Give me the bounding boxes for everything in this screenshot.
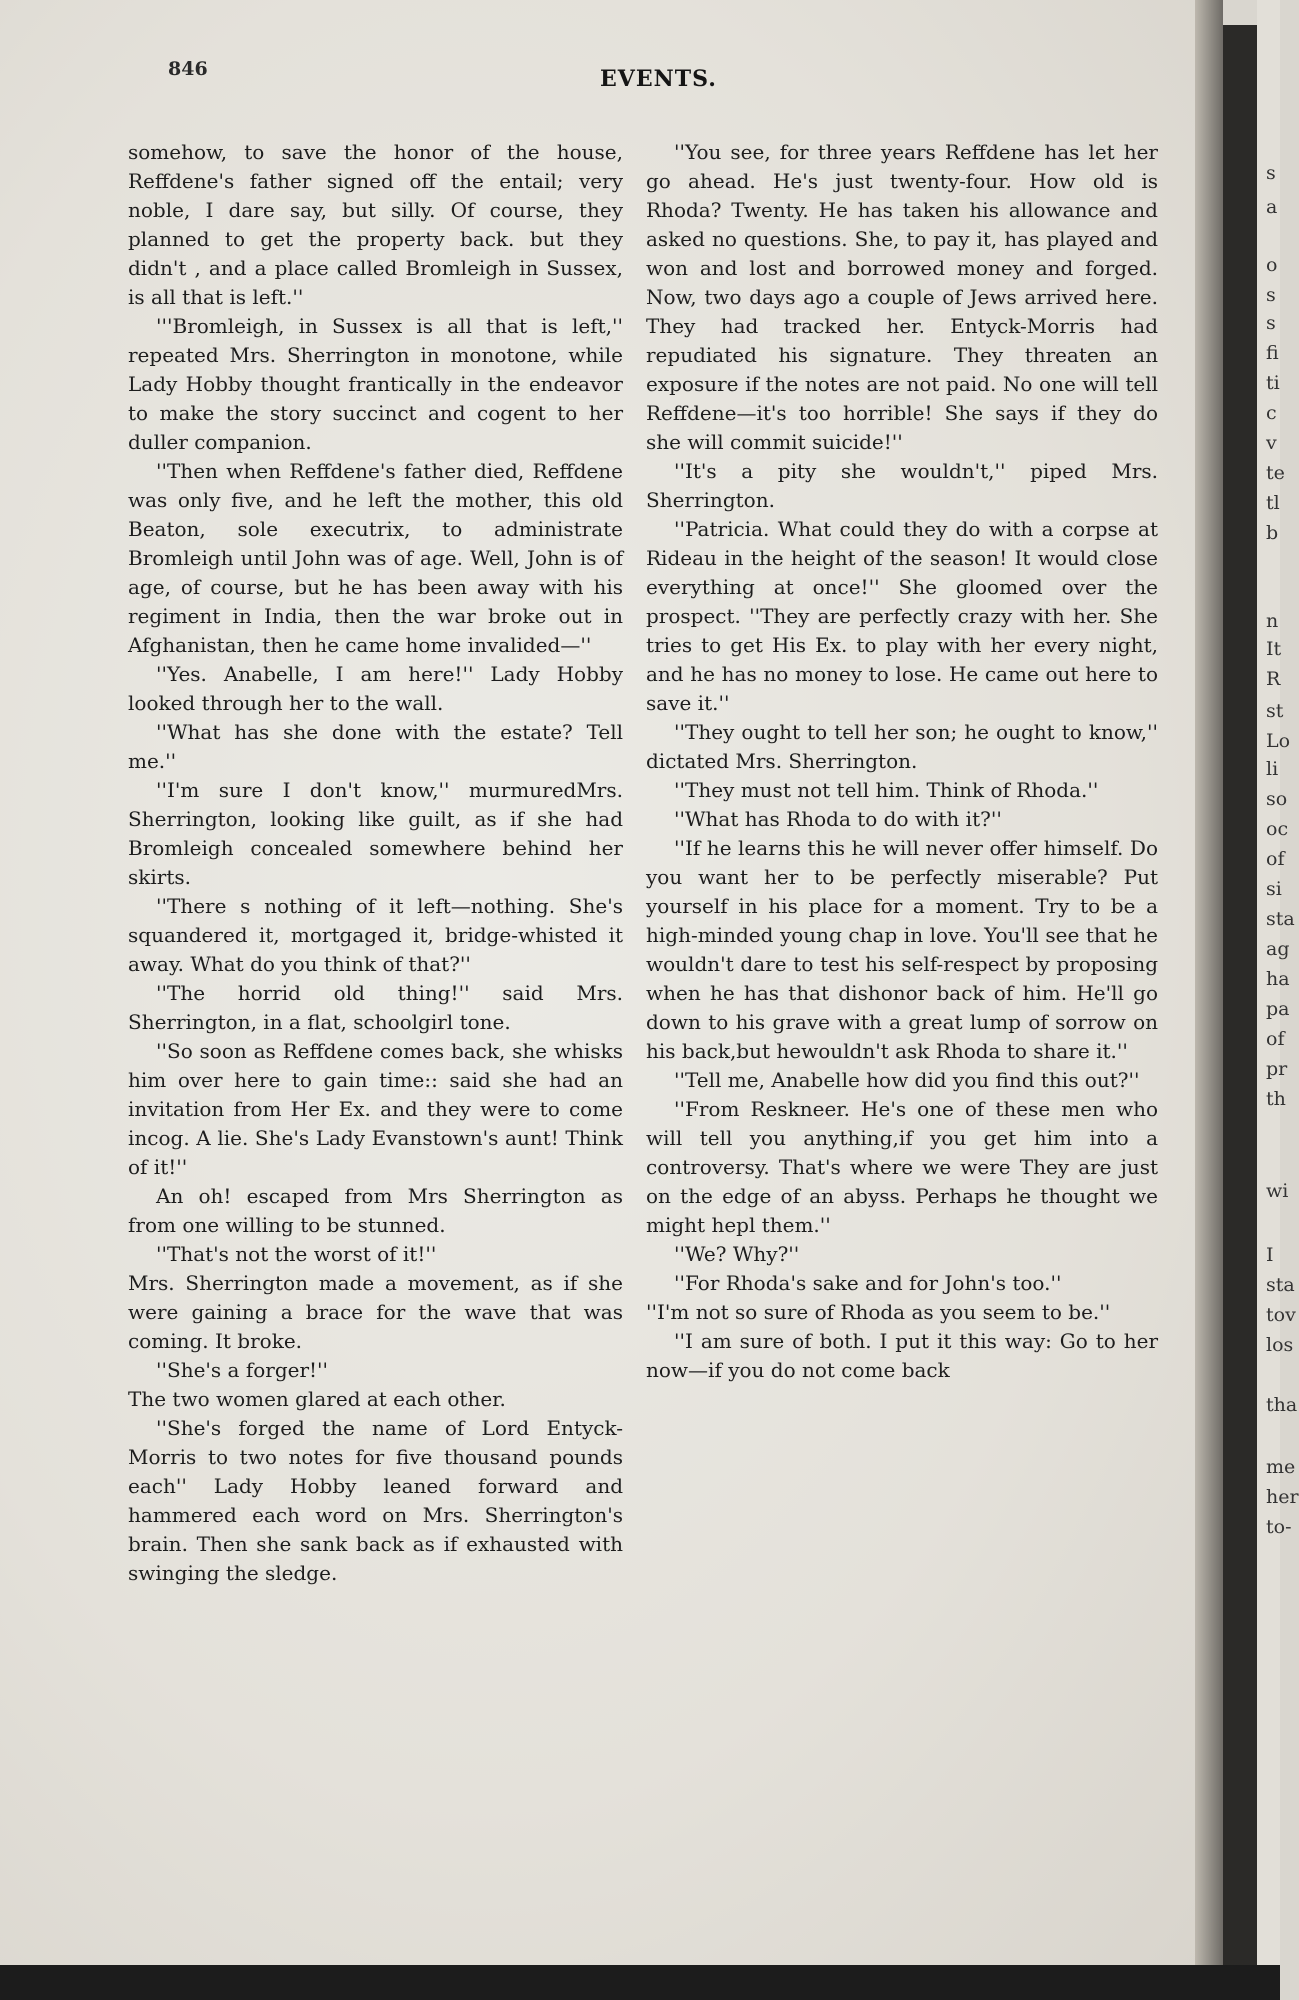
edge-fragment: fi	[1266, 342, 1279, 364]
binding-edge	[1223, 25, 1257, 1965]
paragraph: ''Tell me, Anabelle how did you find this out?''	[674, 1068, 1140, 1092]
paragraph: ''They ought to tell her son; he ought to know,'' dictated Mrs. Sherrington.	[646, 720, 1158, 773]
paragraph: ''We? Why?''	[674, 1242, 800, 1266]
paragraph: ''From Reskneer. He's one of these men who will tell you anything,if you get him into a controversy. That's where we were They are just on the edge of an abyss. Perhaps he thought we might hepl them.''	[646, 1097, 1158, 1237]
edge-fragment: wi	[1266, 1180, 1289, 1202]
edge-fragment: th	[1266, 1088, 1286, 1110]
edge-fragment: so	[1266, 788, 1288, 810]
edge-fragment: oc	[1266, 818, 1289, 840]
edge-fragment: si	[1266, 878, 1282, 900]
edge-fragment: R	[1266, 668, 1281, 690]
edge-fragment: te	[1266, 462, 1285, 484]
edge-fragment: tl	[1266, 492, 1280, 514]
edge-fragment: li	[1266, 758, 1279, 780]
paragraph: The two women glared at each other.	[128, 1387, 506, 1411]
paragraph: ''What has Rhoda to do with it?''	[674, 807, 1002, 831]
edge-fragment: st	[1266, 700, 1284, 722]
edge-fragment: Lo	[1266, 730, 1291, 752]
edge-fragment: tov	[1266, 1304, 1296, 1326]
edge-fragment: It	[1266, 638, 1282, 660]
paragraph: ''I'm sure I don't know,'' murmuredMrs. Sherrington, looking like guilt, as if she had Bromleigh concealed somewhere behind her skirts.	[128, 778, 623, 889]
paragraph: ''She's a forger!''	[156, 1358, 329, 1382]
edge-fragment: c	[1266, 402, 1277, 424]
paragraph: ''Patricia. What could they do with a corpse at Rideau in the height of the season! It would close everything at once!'' She gloomed over the prospect. ''They are perfectly crazy with her. She tries to get His Ex. to play with her every night, and he has no money to lose. He came out here to save it.''	[646, 517, 1158, 715]
paragraph: ''If he learns this he will never offer himself. Do you want her to be perfectly miserable? Put yourself in his place for a moment. Try to be a high-minded young chap in love. You'll see that he wouldn't dare to test his self-respect by proposing when he has that dishonor back of him. He'll go down to his grave with a great lump of sorrow on his back,but hewouldn't ask Rhoda to share it.''	[646, 836, 1158, 1063]
edge-fragment: of	[1266, 1028, 1285, 1050]
edge-fragment: I	[1266, 1244, 1274, 1266]
paragraph: ''The horrid old thing!'' said Mrs. Sherrington, in a flat, schoolgirl tone.	[128, 981, 623, 1034]
edge-fragment: of	[1266, 848, 1285, 870]
edge-fragment: sta	[1266, 908, 1295, 930]
paragraph: ''There s nothing of it left—nothing. She's squandered it, mortgaged it, bridge-whisted it away. What do you think of that?''	[128, 894, 623, 976]
scan-bottom-border	[0, 1965, 1280, 2000]
edge-fragment: pr	[1266, 1058, 1288, 1080]
page-gutter-shadow	[1195, 0, 1223, 1965]
paragraph: ''You see, for three years Reffdene has let her go ahead. He's just twenty-four. How old is Rhoda? Twenty. He has taken his allowance and asked no questions. She, to pay it, has played and won and lost and borrowed money and forged. Now, two days ago a couple of Jews arrived here. They had tracked her. Entyck-Morris had repudiated his signature. They threaten an exposure if the notes are not paid. No one will tell Reffdene—it's too horrible! She says if they do she will commit suicide!''	[646, 140, 1158, 454]
paragraph: ''She's forged the name of Lord Entyck-Morris to two notes for five thousand pounds each'' Lady Hobby leaned forward and hammered each word on Mrs. Sherrington's brain. Then she sank back as if exhausted with swinging the sledge.	[128, 1416, 623, 1585]
page-number: 846	[168, 58, 208, 80]
paragraph: somehow, to save the honor of the house, Reffdene's father signed off the entail; very noble, I dare say, but silly. Of course, they planned to get the property back. but they didn't , and a place called Bromleigh in Sussex, is all that is left.''	[128, 140, 623, 309]
edge-fragment: sta	[1266, 1274, 1295, 1296]
edge-fragment: v	[1266, 432, 1277, 454]
paragraph: ''Yes. Anabelle, I am here!'' Lady Hobby looked through her to the wall.	[128, 662, 623, 715]
paragraph: ''I'm not so sure of Rhoda as you seem to be.''	[646, 1300, 1111, 1324]
edge-fragment: pa	[1266, 998, 1290, 1020]
paragraph: ''It's a pity she wouldn't,'' piped Mrs. Sherrington.	[646, 459, 1158, 512]
edge-fragment: ag	[1266, 938, 1290, 960]
paragraph: ''For Rhoda's sake and for John's too.''	[674, 1271, 1062, 1295]
edge-fragment: s	[1266, 312, 1276, 334]
edge-fragment: tha	[1266, 1394, 1298, 1416]
paragraph: ''So soon as Reffdene comes back, she whisks him over here to gain time:: said she had an invitation from Her Ex. and they were to come incog. A lie. She's Lady Evanstown's aunt! Think of it!''	[128, 1039, 623, 1179]
paragraph: An oh! escaped from Mrs Sherrington as from one willing to be stunned.	[128, 1184, 623, 1237]
edge-fragment: a	[1266, 196, 1278, 218]
right-text-column	[646, 138, 1158, 1385]
paragraph: ''Then when Reffdene's father died, Reffdene was only five, and he left the mother, this old Beaton, sole executrix, to administrate Bromleigh until John was of age. Well, John is of age, of course, but he has been away with his regiment in India, then the war broke out in Afghanistan, then he came home invalided—''	[128, 459, 623, 657]
paragraph: ''That's not the worst of it!''	[156, 1242, 437, 1266]
edge-fragment: s	[1266, 284, 1276, 306]
edge-fragment: b	[1266, 522, 1279, 544]
edge-fragment: los	[1266, 1334, 1294, 1356]
left-text-column	[128, 138, 623, 1588]
edge-fragment: me	[1266, 1456, 1296, 1478]
facing-page-edge	[1257, 0, 1299, 1965]
paragraph: ''They must not tell him. Think of Rhoda.''	[674, 778, 1099, 802]
edge-fragment: n	[1266, 610, 1279, 632]
paragraph: Mrs. Sherrington made a movement, as if she were gaining a brace for the wave that was coming. It broke.	[128, 1271, 623, 1353]
edge-fragment: her	[1266, 1486, 1299, 1508]
edge-fragment: o	[1266, 254, 1278, 276]
paragraph: ''What has she done with the estate? Tell me.''	[128, 720, 623, 773]
edge-fragment: ha	[1266, 968, 1290, 990]
edge-fragment: to-	[1266, 1516, 1292, 1538]
paragraph: '''Bromleigh, in Sussex is all that is left,'' repeated Mrs. Sherrington in monotone, while Lady Hobby thought frantically in the endeavor to make the story succinct and cogent to her duller companion.	[128, 314, 623, 454]
edge-fragment: s	[1266, 162, 1276, 184]
running-head: EVENTS.	[600, 66, 717, 92]
paragraph: ''I am sure of both. I put it this way: Go to her now—if you do not come back	[646, 1329, 1158, 1382]
edge-fragment: ti	[1266, 372, 1280, 394]
